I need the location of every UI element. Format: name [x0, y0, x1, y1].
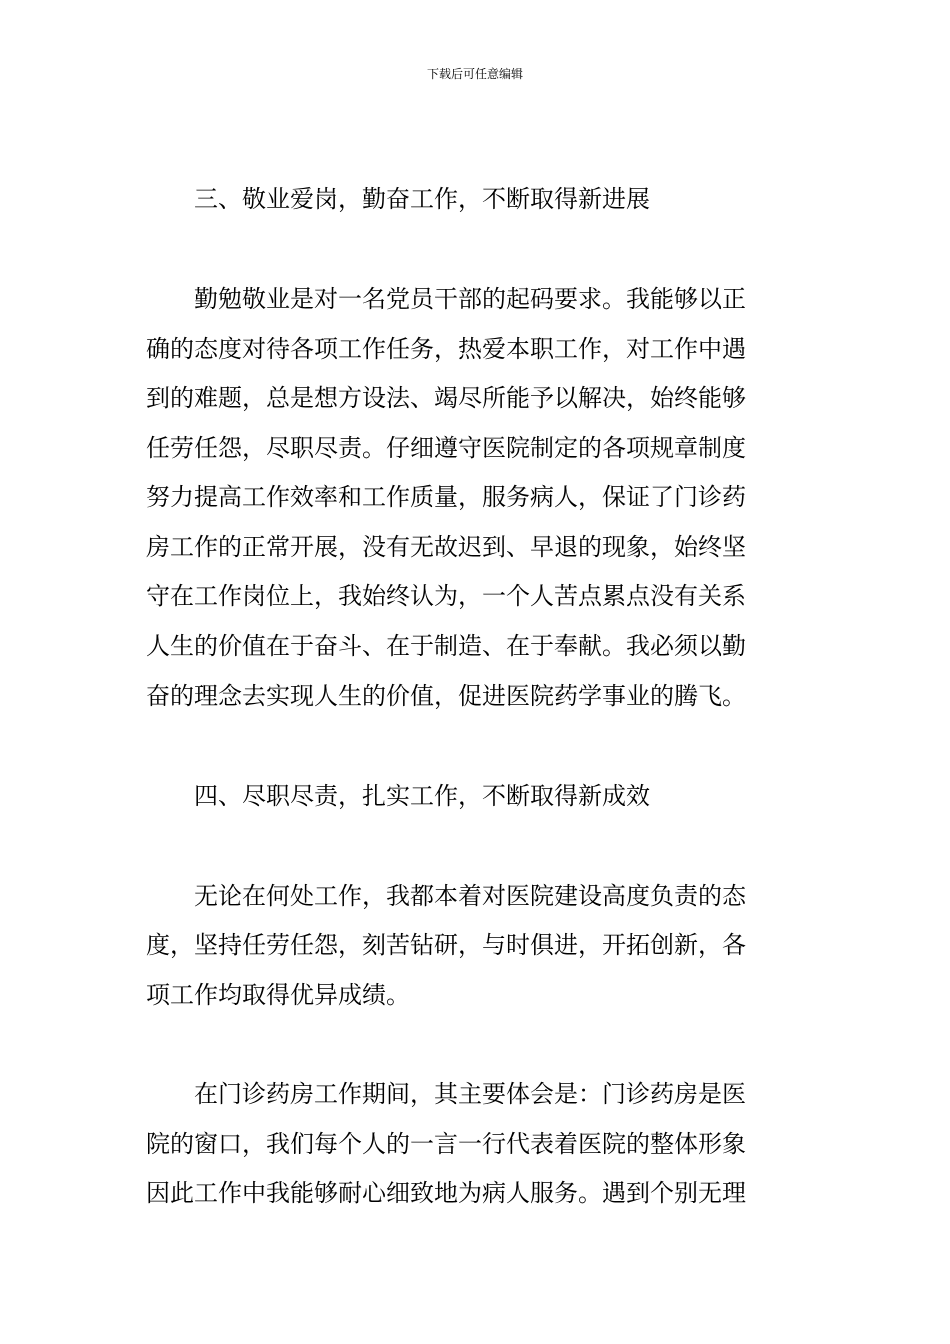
paragraph-line: 努力提高工作效率和工作质量，服务病人，保证了门诊药	[146, 483, 746, 511]
paragraph-line: 院的窗口，我们每个人的一言一行代表着医院的整体形象	[146, 1130, 746, 1158]
paragraph-line: 任劳任怨，尽职尽责。仔细遵守医院制定的各项规章制度	[146, 434, 746, 462]
paragraph-line: 房工作的正常开展，没有无故迟到、早退的现象，始终坚	[146, 533, 746, 561]
paragraph-line: 因此工作中我能够耐心细致地为病人服务。遇到个别无理	[146, 1179, 746, 1207]
paragraph-line: 无论在何处工作，我都本着对医院建设高度负责的态	[194, 882, 746, 910]
section-heading: 三、敬业爱岗，勤奋工作，不断取得新进展	[194, 185, 650, 213]
paragraph-line: 确的态度对待各项工作任务，热爱本职工作，对工作中遇	[146, 335, 746, 363]
paragraph-line: 度，坚持任劳任怨，刻苦钻研，与时俱进，开拓创新，各	[146, 931, 746, 959]
paragraph-line: 奋的理念去实现人生的价值，促进医院药学事业的腾飞。	[146, 682, 746, 710]
header-note: 下载后可任意编辑	[426, 67, 523, 81]
paragraph-line: 到的难题，总是想方设法、竭尽所能予以解决，始终能够	[146, 384, 746, 412]
paragraph-line: 在门诊药房工作期间，其主要体会是：门诊药房是医	[194, 1080, 746, 1108]
paragraph-line: 项工作均取得优异成绩。	[146, 981, 410, 1009]
section-heading: 四、尽职尽责，扎实工作，不断取得新成效	[194, 782, 650, 810]
paragraph-line: 人生的价值在于奋斗、在于制造、在于奉献。我必须以勤	[146, 632, 746, 660]
paragraph-line: 勤勉敬业是对一名党员干部的起码要求。我能够以正	[194, 285, 746, 313]
paragraph-line: 守在工作岗位上，我始终认为，一个人苦点累点没有关系	[146, 582, 746, 610]
